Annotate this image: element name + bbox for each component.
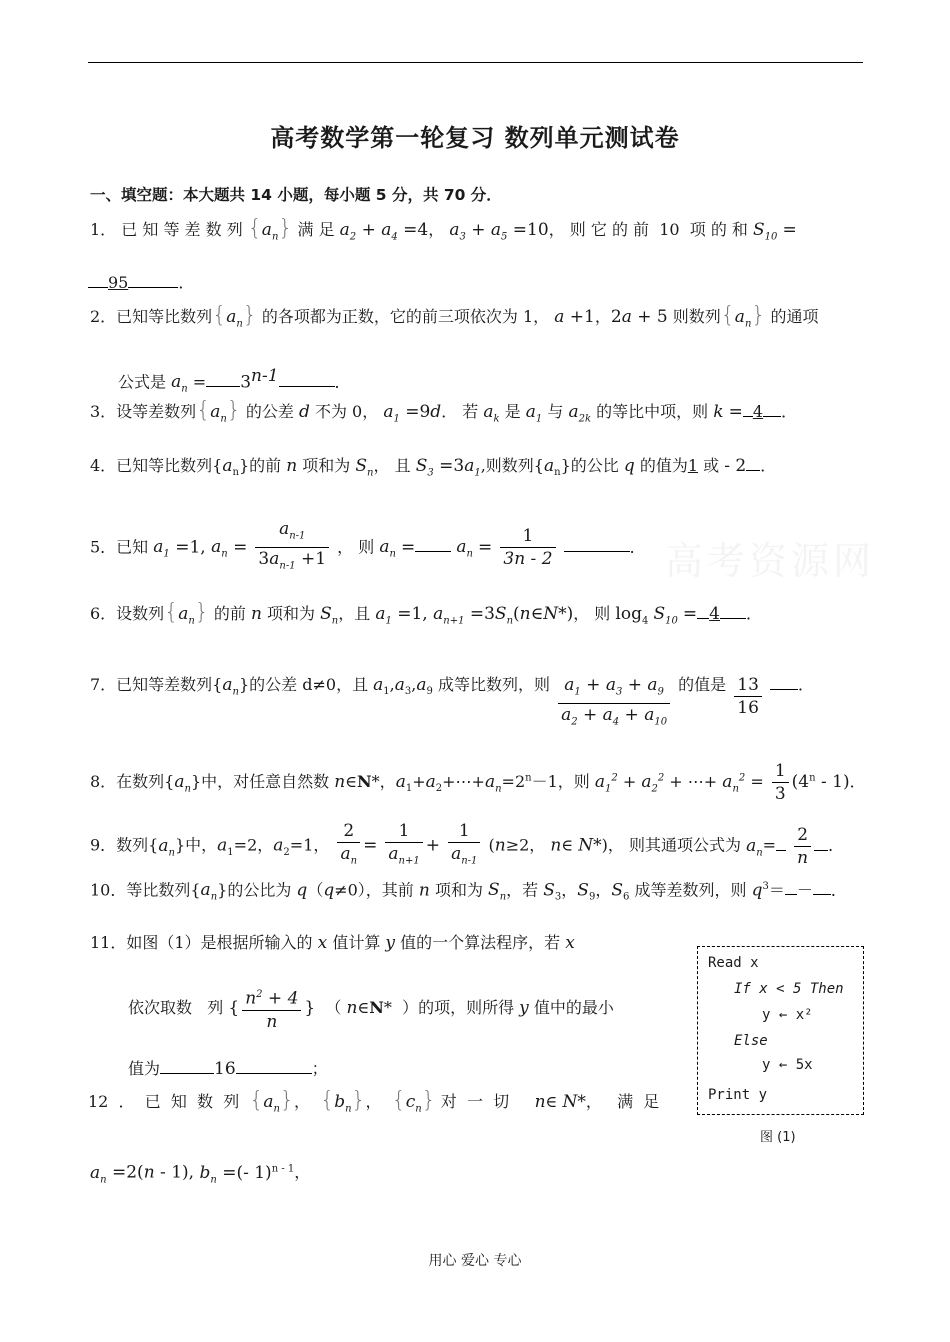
question-4: 4．已知等比数列$\{a_n\}$的前 n 项和为 $S_n$， 且 $S_3 =3a_1$,则数列$\{a_n\}$的公比 q 的值为1 或 - 2 ． — [90, 456, 777, 479]
answer-4-b: - 2 — [724, 456, 747, 476]
question-11-cont: 依次取数 列 { $\frac{n^2 + 4}{n}$ } （ n∈N* ）的项，则所得 y 值中的最小 — [128, 988, 614, 1032]
answer-10-value: － — [796, 880, 813, 900]
question-10: 10．等比数列$\{a_n\}$的公比为 q（q≠0），其前 n 项和为 $S_n$，若 $S_3$，$S_9$，$S_6$ 成等差数列，则 $q^3=$ － ． — [90, 880, 847, 903]
question-5: 5．已知 $a_1 =1$, $a_n$ = $\frac{a_{n-1}}{3a_{n-1} +1}$ ， 则 $a_n = a_n$ = $\frac{1}{3n - 2}$ ． — [90, 518, 646, 578]
question-1: 1． 已 知 等 差 数 列 $\{a_n\}$ 满 足 $a_2 + a_4 =4$， $a_3 + a_5 =10$， 则 它 的 前 10 项 的 和 $S_{10}$ = — [90, 216, 797, 243]
question-6: 6．设数列$\{a_n\}$ 的前 n 项和为 $S_n$，且 $a_1 =1$, $a_{n+1}$ $=3S_n(n\in N*)$， 则 $\log_4 S_{10} = 4$ ． — [90, 600, 763, 627]
question-11: 11．如图（1）是根据所输入的 x 值计算 y 值的一个算法程序，若 x — [90, 933, 575, 953]
figure-caption: 图 (1) — [760, 1130, 796, 1145]
answer-7-num: 13 — [737, 675, 759, 695]
answer-9-den: n — [794, 846, 811, 869]
question-11-answer: 值为 16 ； — [128, 1059, 328, 1079]
answer-3-value: 4 — [752, 402, 764, 421]
answer-7-den: 16 — [734, 696, 762, 719]
answer-5-num: 1 — [522, 526, 534, 547]
section-header: 一、填空题：本大题共 14 小题，每小题 5 分，共 70 分． — [90, 186, 502, 204]
code-line-6: Print y — [708, 1087, 768, 1103]
question-2-cont: 公式是 $a_n = 3^{n-1}$ ． — [118, 366, 351, 395]
question-12: 12 ． 已 知 数 列 $\{a_n\}$， $\{b_n\}$， $\{c_n\}$ 对 一 切 n∈ N*， 满 足 — [88, 1088, 660, 1115]
answer-2-exp: n-1 — [251, 366, 279, 386]
answer-6-value: 4 — [709, 604, 720, 624]
question-7: 7．已知等差数列$\{a_n\}$的公差 d≠0，且 $a_1,a_3,a_9$ 成等比数列，则 $\frac{a_1 + a_3 + a_9}{a_2 + a_4 + a_{10}}$ 的值是 $\frac{13}{16}$ ． — [90, 674, 814, 734]
page-title: 高考数学第一轮复习 数列单元测试卷 — [270, 124, 680, 152]
question-2: 2．已知等比数列$\{a_n\}$ 的各项都为正数，它的前三项依次为 1， a +1，2a + 5 则数列$\{a_n\}$ 的通项 — [90, 303, 819, 330]
answer-9-num: 2 — [797, 824, 809, 845]
answer-5-den: 3n - 2 — [500, 547, 555, 570]
code-line-5: y ← 5x — [762, 1057, 813, 1073]
answer-1: 95 ． — [88, 272, 194, 294]
question-8: 8．在数列$\{a_n\}$中，对任意自然数 n∈N*，$a_1+a_2+\cdots+a_n=2^n-1$，则 $a_1^2 + a_2^2$ + ⋯+ $a_n^2$ = $\frac{1}{3}$ (4$^n$ - 1)． — [90, 761, 866, 804]
header-rule — [88, 62, 863, 63]
code-line-1: Read x — [708, 955, 759, 971]
code-line-3: y ← x² — [762, 1007, 813, 1023]
question-3: 3．设等差数列$\{a_n\}$ 的公差 d 不为 0， $a_1 =9d$． 若 $a_k$ 是 $a_1$ 与 $a_{2k}$ 的等比中项，则 k = 4 ． — [90, 398, 798, 425]
answer-1-value: 95 — [108, 273, 129, 292]
answer-11-value: 16 — [214, 1059, 236, 1079]
question-12-cont: $a_n =2(n - 1)$, $b_n$ =(- 1)$^{n - 1}$， — [90, 1162, 311, 1186]
code-line-4: Else — [734, 1033, 768, 1049]
code-line-2: If x < 5 Then — [734, 981, 844, 997]
answer-2-value: 3 — [240, 372, 252, 393]
page-footer: 用心 爱心 专心 — [428, 1253, 522, 1269]
watermark: 高考资源网 — [665, 539, 876, 583]
algorithm-figure — [697, 946, 864, 1115]
question-9: 9．数列$\{a_n\}$中，$a_1=2$，$a_2=1$， $\frac{2}{a_n}$ = $\frac{1}{a_{n+1}}$ + $\frac{1}{a_{n-1}}$ (n≥2， n∈ N*)， 则其通项公式为 $a_n=$ $\frac{2}{n}$ ． — [90, 820, 844, 872]
answer-4-a: 1 — [687, 456, 699, 475]
